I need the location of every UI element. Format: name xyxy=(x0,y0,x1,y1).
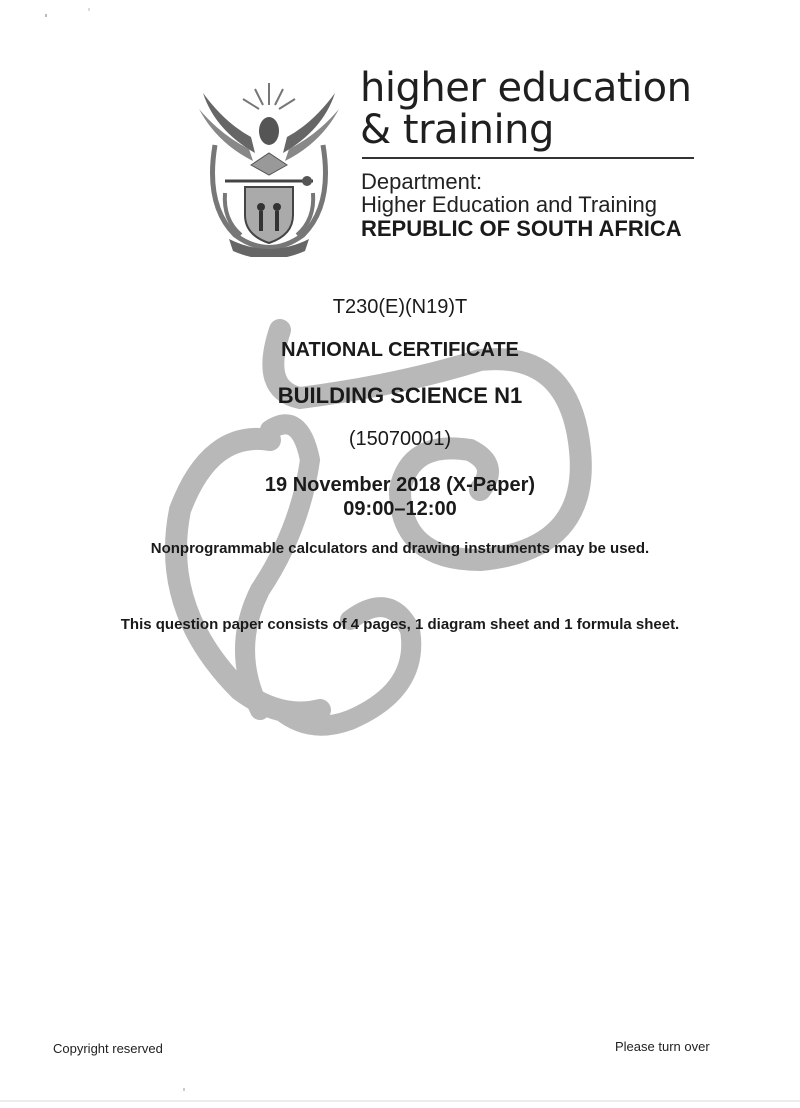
department-name: Higher Education and Training xyxy=(361,192,657,217)
scan-edge xyxy=(0,1100,800,1102)
scan-speck xyxy=(45,14,47,17)
scan-speck xyxy=(88,8,90,11)
brand-divider xyxy=(362,157,694,159)
copyright-footer: Copyright reserved xyxy=(53,1041,163,1056)
exam-date: 19 November 2018 (X-Paper) xyxy=(264,474,536,496)
subject-code: (15070001) xyxy=(348,428,452,450)
coat-of-arms-icon xyxy=(195,75,343,257)
scan-speck xyxy=(183,1088,185,1091)
turn-over-footer: Please turn over xyxy=(615,1039,710,1054)
country-name: REPUBLIC OF SOUTH AFRICA xyxy=(361,216,682,241)
department-label: Department: xyxy=(361,169,483,194)
subject-title: BUILDING SCIENCE N1 xyxy=(277,383,523,408)
paper-code: T230(E)(N19)T xyxy=(332,296,468,318)
exam-time: 09:00–12:00 xyxy=(343,498,457,520)
brand-line-2: & training xyxy=(360,107,554,153)
composition-note: This question paper consists of 4 pages, 1 diagram sheet and 1 formula sheet. xyxy=(120,616,680,633)
brand-line-1: higher education xyxy=(360,65,692,111)
instruments-note: Nonprogrammable calculators and drawing instruments may be used. xyxy=(150,540,650,557)
certificate-title: NATIONAL CERTIFICATE xyxy=(281,339,519,361)
